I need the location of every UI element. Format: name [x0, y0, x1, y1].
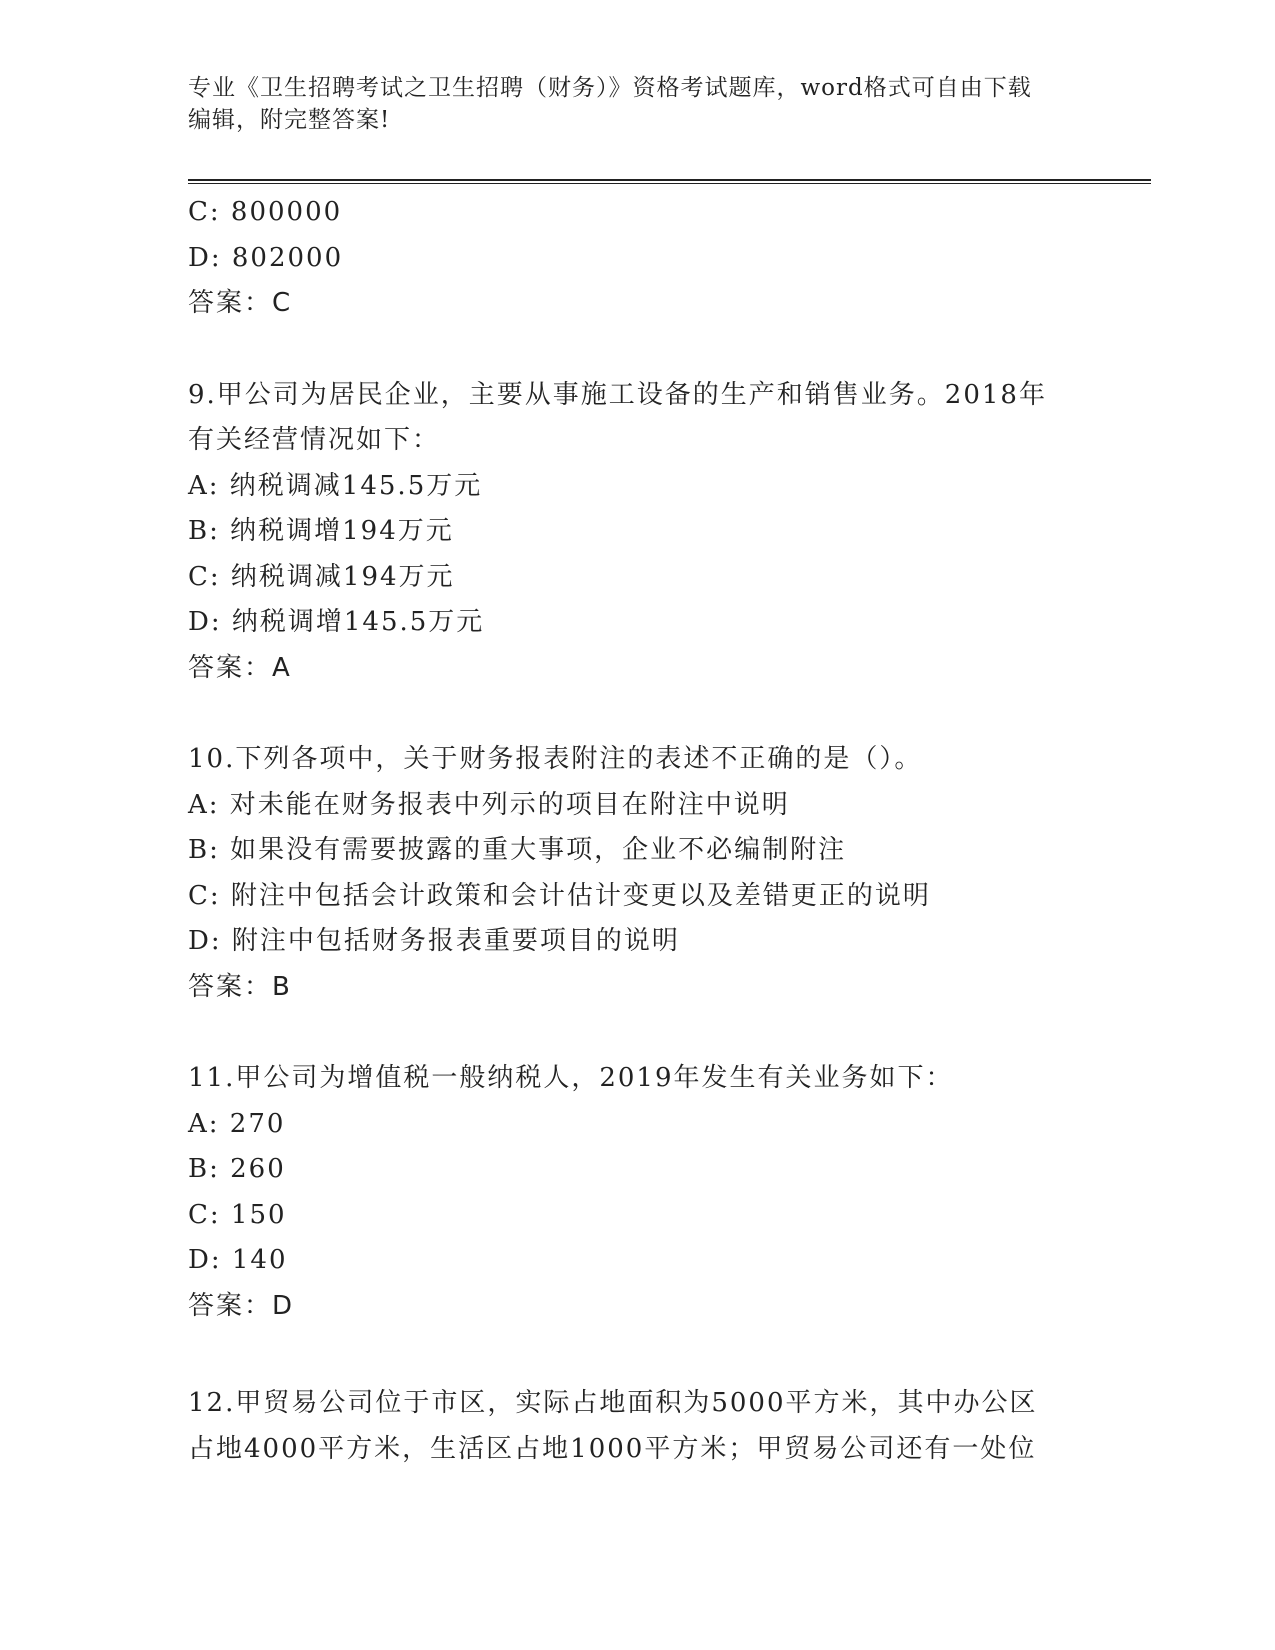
q10-stem-line-1: 10.下列各项中，关于财务报表附注的表述不正确的是（）。	[188, 744, 923, 774]
q11-option-d: D: 140	[188, 1245, 288, 1275]
q11-option-b: B: 260	[188, 1154, 286, 1184]
q12-stem-line-1: 12.甲贸易公司位于市区，实际占地面积为5000平方米，其中办公区	[188, 1388, 1038, 1418]
q9-stem-line-1: 9.甲公司为居民企业，主要从事施工设备的生产和销售业务。2018年	[188, 379, 1047, 410]
q10-answer: 答案：B	[188, 971, 292, 1002]
q9-option-c: C: 纳税调减194万元	[188, 561, 455, 592]
q10-option-d: D: 附注中包括财务报表重要项目的说明	[188, 926, 680, 956]
q11-stem-line-1: 11.甲公司为增值税一般纳税人，2019年发生有关业务如下：	[188, 1063, 954, 1093]
header-line-1: 专业《卫生招聘考试之卫生招聘（财务）》资格考试题库，word格式可自由下载	[188, 75, 1032, 101]
q9-option-d: D: 纳税调增145.5万元	[188, 607, 485, 637]
question-content	[188, 190, 1088, 1472]
header-line-2: 编辑，附完整答案!	[188, 107, 391, 133]
q10-option-a: A: 对未能在财务报表中列示的项目在附注中说明	[188, 789, 790, 820]
q9-option-b: B: 纳税调增194万元	[188, 516, 454, 546]
document-header	[188, 72, 1088, 136]
header-divider-thin	[188, 183, 1151, 184]
q9-option-a: A: 纳税调减145.5万元	[188, 470, 483, 501]
q9-stem-line-2: 有关经营情况如下：	[188, 425, 441, 455]
q11-answer: 答案：D	[188, 1290, 295, 1321]
q12-stem-line-2: 占地4000平方米，生活区占地1000平方米；甲贸易公司还有一处位	[188, 1433, 1037, 1464]
q11-option-a: A: 270	[188, 1108, 286, 1139]
q8-answer: 答案：C	[188, 288, 293, 318]
q9-answer: 答案：A	[188, 652, 292, 683]
q8-option-d: D: 802000	[188, 242, 344, 273]
q10-option-c: C: 附注中包括会计政策和会计估计变更以及差错更正的说明	[188, 880, 931, 911]
q8-option-c: C: 800000	[188, 197, 343, 227]
header-divider-thick	[188, 179, 1151, 181]
q10-option-b: B: 如果没有需要披露的重大事项，企业不必编制附注	[188, 835, 847, 865]
q11-option-c: C: 150	[188, 1199, 287, 1230]
